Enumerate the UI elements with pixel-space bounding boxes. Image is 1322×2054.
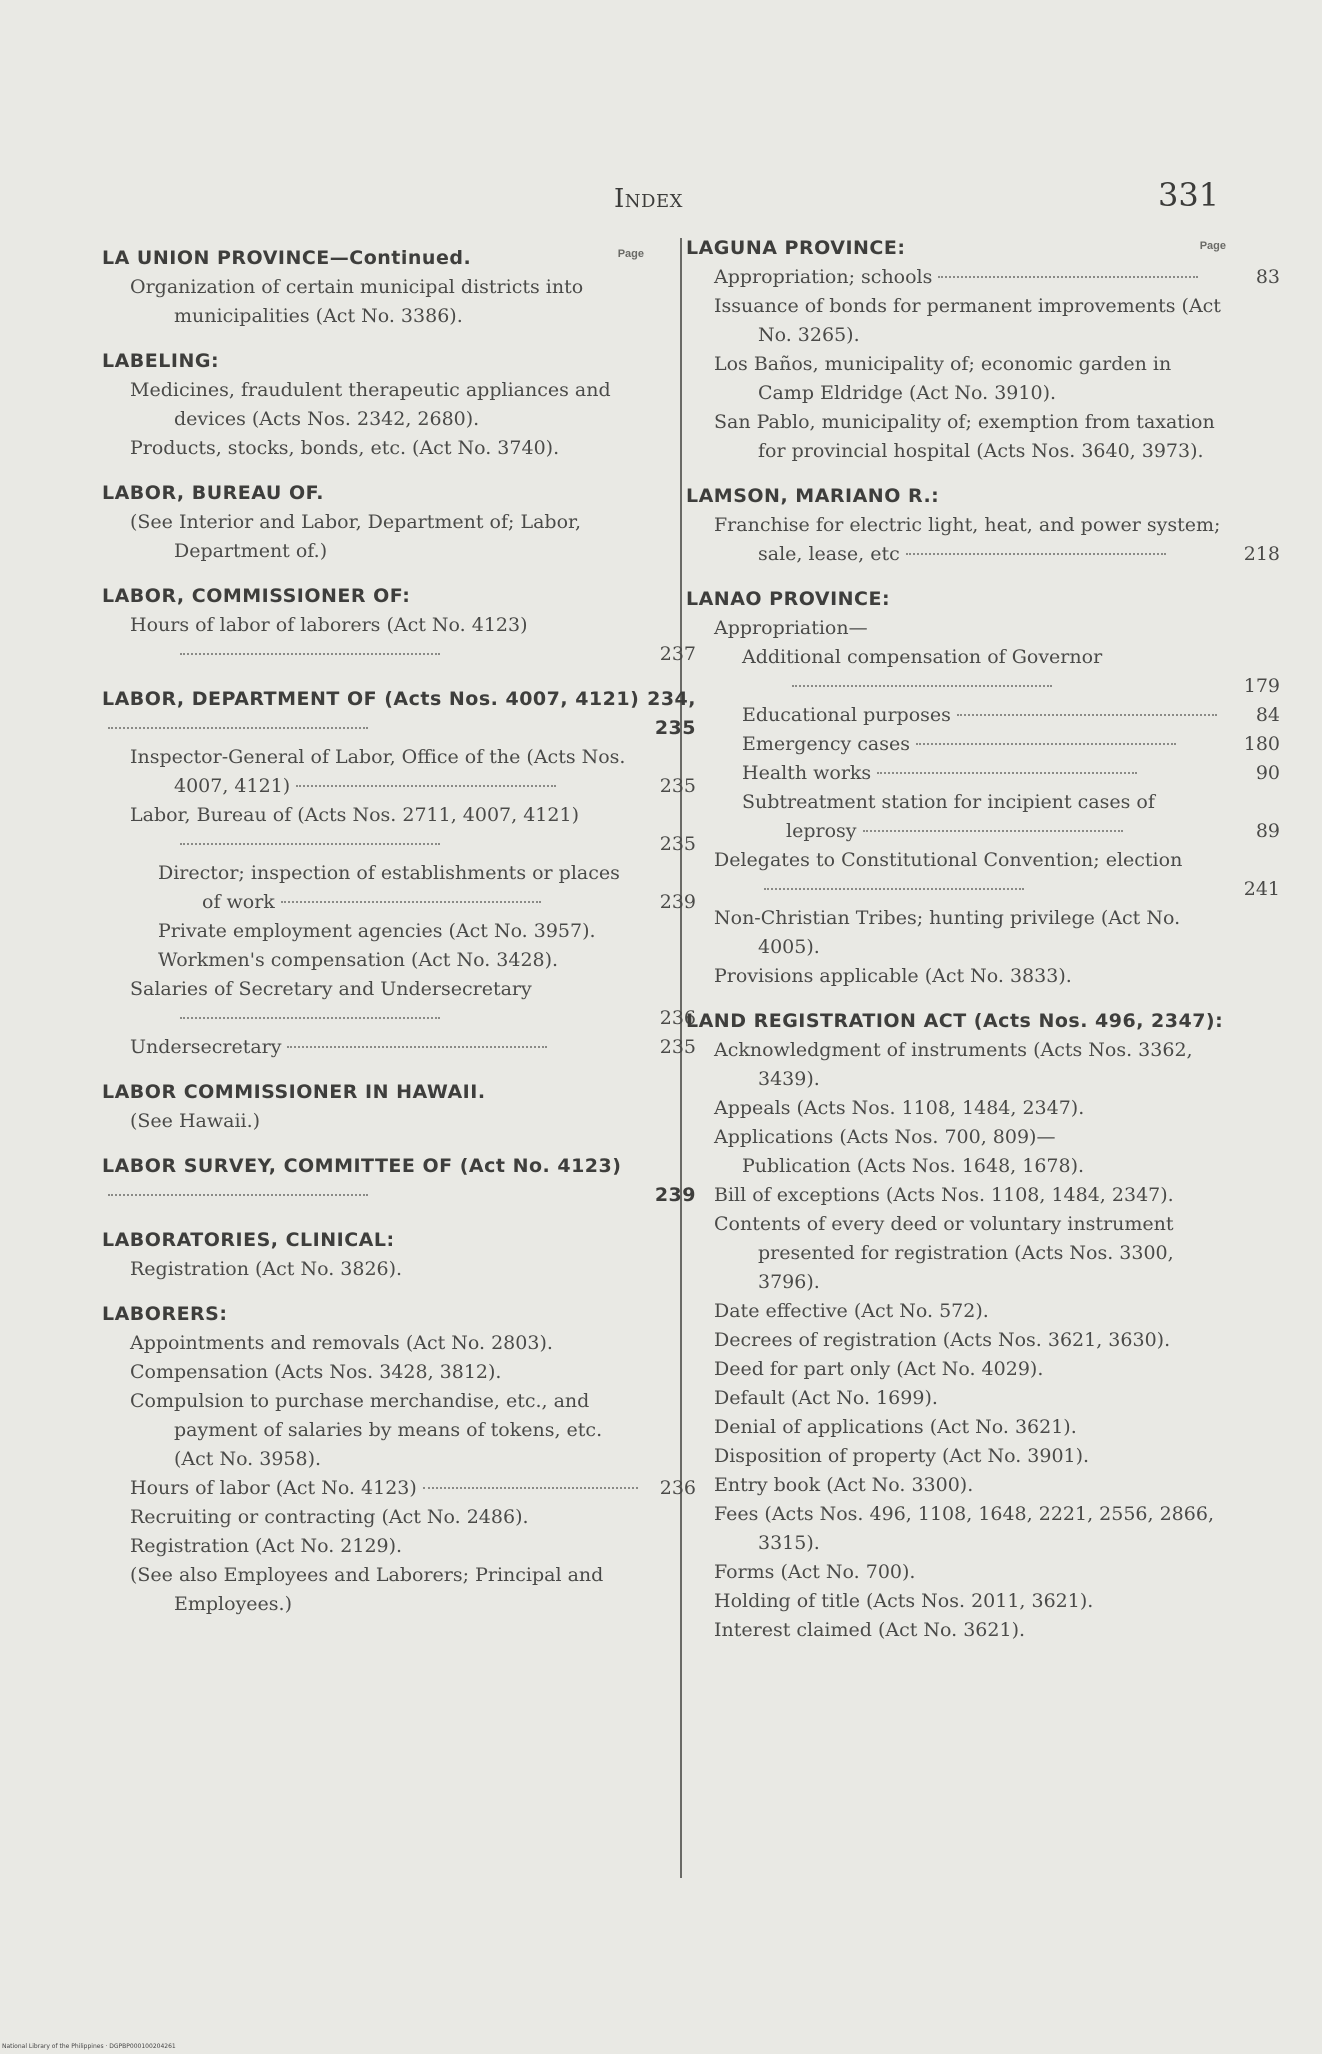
index-entry [686,1326,1226,1355]
index-heading [102,1152,696,1210]
index-entry [686,1123,1226,1152]
heading-text: LANAO PROVINCE: [686,588,891,610]
index-heading [686,585,1226,614]
index-entry [686,904,1226,962]
leader-dots [877,772,1137,774]
index-entry [686,1355,1226,1384]
index-entry [102,1503,642,1532]
heading-text: LABELING: [102,350,220,372]
index-entry [102,508,642,566]
entry-text: Interest claimed (Act No. 3621). [714,1619,1026,1641]
page-reference: 234, 235 [647,688,696,739]
index-entry [686,1616,1226,1645]
index-entry [102,1387,642,1474]
index-entry [102,859,696,917]
leader-dots [938,276,1198,278]
index-heading [102,1300,642,1329]
index-entry [686,1413,1226,1442]
leader-dots [180,1017,440,1019]
entry-text: Disposition of property (Act No. 3901). [714,1445,1090,1467]
page-reference: 180 [1243,733,1280,755]
entry-text: Default (Act No. 1699). [714,1387,938,1409]
page-reference: 239 [659,891,696,913]
entry-text: Denial of applications (Act No. 3621). [714,1416,1077,1438]
page-reference: 235 [659,833,696,855]
entry-text: Contents of every deed or voluntary instrument presented for registration (Acts Nos. 3300, 3796). [714,1213,1174,1293]
heading-text: LABOR, COMMISSIONER OF: [102,585,411,607]
heading-text: LAND REGISTRATION ACT (Acts Nos. 496, 2347): [686,1010,1224,1032]
entry-text: Medicines, fraudulent therapeutic appliances and devices (Acts Nos. 2342, 2680). [130,379,611,430]
index-entry [102,1033,696,1062]
index-entry [102,376,642,434]
leader-dots [287,1046,547,1048]
entry-text: Holding of title (Acts Nos. 2011, 3621). [714,1590,1094,1612]
page-reference: 237 [659,643,696,665]
entry-text: Educational purposes [742,704,951,726]
index-entry [102,1474,696,1503]
leader-dots [916,743,1176,745]
page-reference: 236 [659,1477,696,1499]
page-reference: 179 [1243,675,1280,697]
heading-text: LABOR, DEPARTMENT OF (Acts Nos. 4007, 4121) [102,688,640,710]
leader-dots [764,888,1024,890]
index-entry [102,273,642,331]
entry-text: Entry book (Act No. 3300). [714,1474,974,1496]
index-entry [686,1210,1226,1297]
index-entry [686,788,1280,846]
index-entry [686,1094,1226,1123]
index-entry [686,350,1226,408]
index-entry [102,1561,642,1619]
heading-text: LA UNION PROVINCE—Continued. [102,247,472,269]
entry-text: Appointments and removals (Act No. 2803). [130,1332,553,1354]
index-entry [102,801,696,859]
index-heading [102,1226,642,1255]
entry-text: Fees (Acts Nos. 496, 1108, 1648, 2221, 2556, 2866, 3315). [714,1503,1214,1554]
page-reference: 236 [659,1007,696,1029]
entry-text: Non-Christian Tribes; hunting privilege (Act No. 4005). [714,907,1181,958]
index-entry [102,1532,642,1561]
index-entry [686,614,1226,643]
index-entry [686,408,1226,466]
entry-text: Emergency cases [742,733,910,755]
entry-text: San Pablo, municipality of; exemption from taxation for provincial hospital (Acts Nos. 3640, 3973). [714,411,1215,462]
index-entry [686,511,1280,569]
entry-text: Private employment agencies (Act No. 3957). [158,920,596,942]
leader-dots [296,785,556,787]
entry-text: Franchise for electric light, heat, and power system; sale, lease, etc [714,514,1221,565]
entry-text: Hours of labor (Act No. 4123) [130,1477,417,1499]
index-entry [686,1036,1226,1094]
leader-dots [792,685,1052,687]
entry-text: Director; inspection of establishments or places of work [158,862,620,913]
leader-dots [108,727,368,729]
entry-text: Products, stocks, bonds, etc. (Act No. 3740). [130,437,560,459]
heading-text: LABOR, BUREAU OF. [102,482,324,504]
index-heading [102,582,642,611]
page-column-label: Page [617,248,644,260]
index-entry [686,292,1226,350]
index-entry [686,701,1280,730]
index-entry [102,743,696,801]
page-reference: 235 [659,775,696,797]
index-entry [102,975,696,1033]
index-entry [686,962,1226,991]
index-entry [686,846,1280,904]
index-heading [686,482,1226,511]
index-heading [102,244,642,273]
entry-text: Issuance of bonds for permanent improvements (Act No. 3265). [714,295,1221,346]
entry-text: Publication (Acts Nos. 1648, 1678). [742,1155,1085,1177]
entry-text: Appropriation; schools [714,266,933,288]
entry-text: Organization of certain municipal districts into municipalities (Act No. 3386). [130,276,584,327]
index-entry [102,1255,642,1284]
entry-text: Undersecretary [130,1036,282,1058]
index-entry [102,611,696,669]
entry-text: Hours of labor of laborers (Act No. 4123) [130,614,528,636]
entry-text: Los Baños, municipality of; economic garden in Camp Eldridge (Act No. 3910). [714,353,1172,404]
entry-text: Salaries of Secretary and Undersecretary [130,978,532,1000]
page-reference: 239 [654,1184,696,1206]
leader-dots [180,843,440,845]
leader-dots [108,1194,368,1196]
entry-text: Forms (Act No. 700). [714,1561,916,1583]
entry-text: Bill of exceptions (Acts Nos. 1108, 1484, 2347). [714,1184,1174,1206]
index-entry [102,917,642,946]
page-reference: 241 [1243,878,1280,900]
page-column-label: Page [1199,240,1226,252]
heading-text: LABORERS: [102,1303,228,1325]
index-heading [686,1007,1226,1036]
page-reference: 218 [1243,543,1280,565]
entry-text: Compulsion to purchase merchandise, etc., and payment of salaries by means of tokens, etc. (Act No. 3958). [130,1390,603,1470]
entry-text: Date effective (Act No. 572). [714,1300,989,1322]
page-reference: 89 [1255,820,1280,842]
index-heading [102,479,642,508]
index-entry [686,1587,1226,1616]
index-entry [686,1471,1226,1500]
entry-text: Labor, Bureau of (Acts Nos. 2711, 4007, 4121) [130,804,579,826]
index-entry [686,759,1280,788]
page-reference: 84 [1255,704,1280,726]
entry-text: Appropriation— [714,617,868,639]
entry-text: Compensation (Acts Nos. 3428, 3812). [130,1361,502,1383]
entry-text: Health works [742,762,872,784]
entry-text: Workmen's compensation (Act No. 3428). [158,949,559,971]
entry-text: Acknowledgment of instruments (Acts Nos. 3362, 3439). [714,1039,1193,1090]
leader-dots [863,830,1123,832]
leader-dots [180,653,440,655]
index-entry [686,1297,1226,1326]
index-entry [686,263,1280,292]
entry-text: Additional compensation of Governor [742,646,1103,668]
running-head-title: Index [614,184,683,214]
leader-dots [906,553,1166,555]
index-entry [102,946,642,975]
entry-text: (See Hawaii.) [130,1110,261,1132]
entry-text: Recruiting or contracting (Act No. 2486). [130,1506,529,1528]
heading-text: LABORATORIES, CLINICAL: [102,1229,395,1251]
page-reference: 235 [659,1036,696,1058]
index-entry [686,730,1280,759]
page-reference: 83 [1255,266,1280,288]
index-entry [686,1500,1226,1558]
index-heading [102,347,642,376]
entry-text: Provisions applicable (Act No. 3833). [714,965,1072,987]
entry-text: Registration (Act No. 2129). [130,1535,403,1557]
page-number: 331 [1158,176,1220,214]
entry-text: (See Interior and Labor, Department of; Labor, Department of.) [130,511,582,562]
index-entry [686,1181,1226,1210]
entry-text: Delegates to Constitutional Convention; election [714,849,1183,871]
right-column [686,234,1280,1645]
index-heading [102,1078,642,1107]
entry-text: (See also Employees and Laborers; Principal and Employees.) [130,1564,604,1615]
heading-text: LABOR SURVEY, COMMITTEE OF (Act No. 4123) [102,1155,622,1177]
entry-text: Appeals (Acts Nos. 1108, 1484, 2347). [714,1097,1085,1119]
entry-text: Registration (Act No. 3826). [130,1258,403,1280]
index-entry [686,1152,1226,1181]
entry-text: Deed for part only (Act No. 4029). [714,1358,1044,1380]
index-entry [686,1384,1226,1413]
index-entry [102,1107,642,1136]
entry-text: Decrees of registration (Acts Nos. 3621, 3630). [714,1329,1171,1351]
heading-text: LAMSON, MARIANO R.: [686,485,940,507]
page-reference: 90 [1255,762,1280,784]
index-heading [102,685,696,743]
left-column [102,244,696,1619]
index-entry [102,434,642,463]
heading-text: LAGUNA PROVINCE: [686,237,906,259]
leader-dots [281,901,541,903]
heading-text: LABOR COMMISSIONER IN HAWAII. [102,1081,486,1103]
entry-text: Applications (Acts Nos. 700, 809)— [714,1126,1056,1148]
index-heading [686,234,1226,263]
scan-footer: National Library of the Philippines · DGPBP000100204261 [2,2043,176,2050]
leader-dots [423,1487,638,1489]
index-entry [686,1442,1226,1471]
index-entry [102,1358,642,1387]
entry-text: Inspector-General of Labor, Office of the (Acts Nos. 4007, 4121) [130,746,626,797]
index-entry [686,643,1280,701]
index-entry [102,1329,642,1358]
leader-dots [957,714,1217,716]
entry-text: Subtreatment station for incipient cases of leprosy [742,791,1155,842]
index-entry [686,1558,1226,1587]
